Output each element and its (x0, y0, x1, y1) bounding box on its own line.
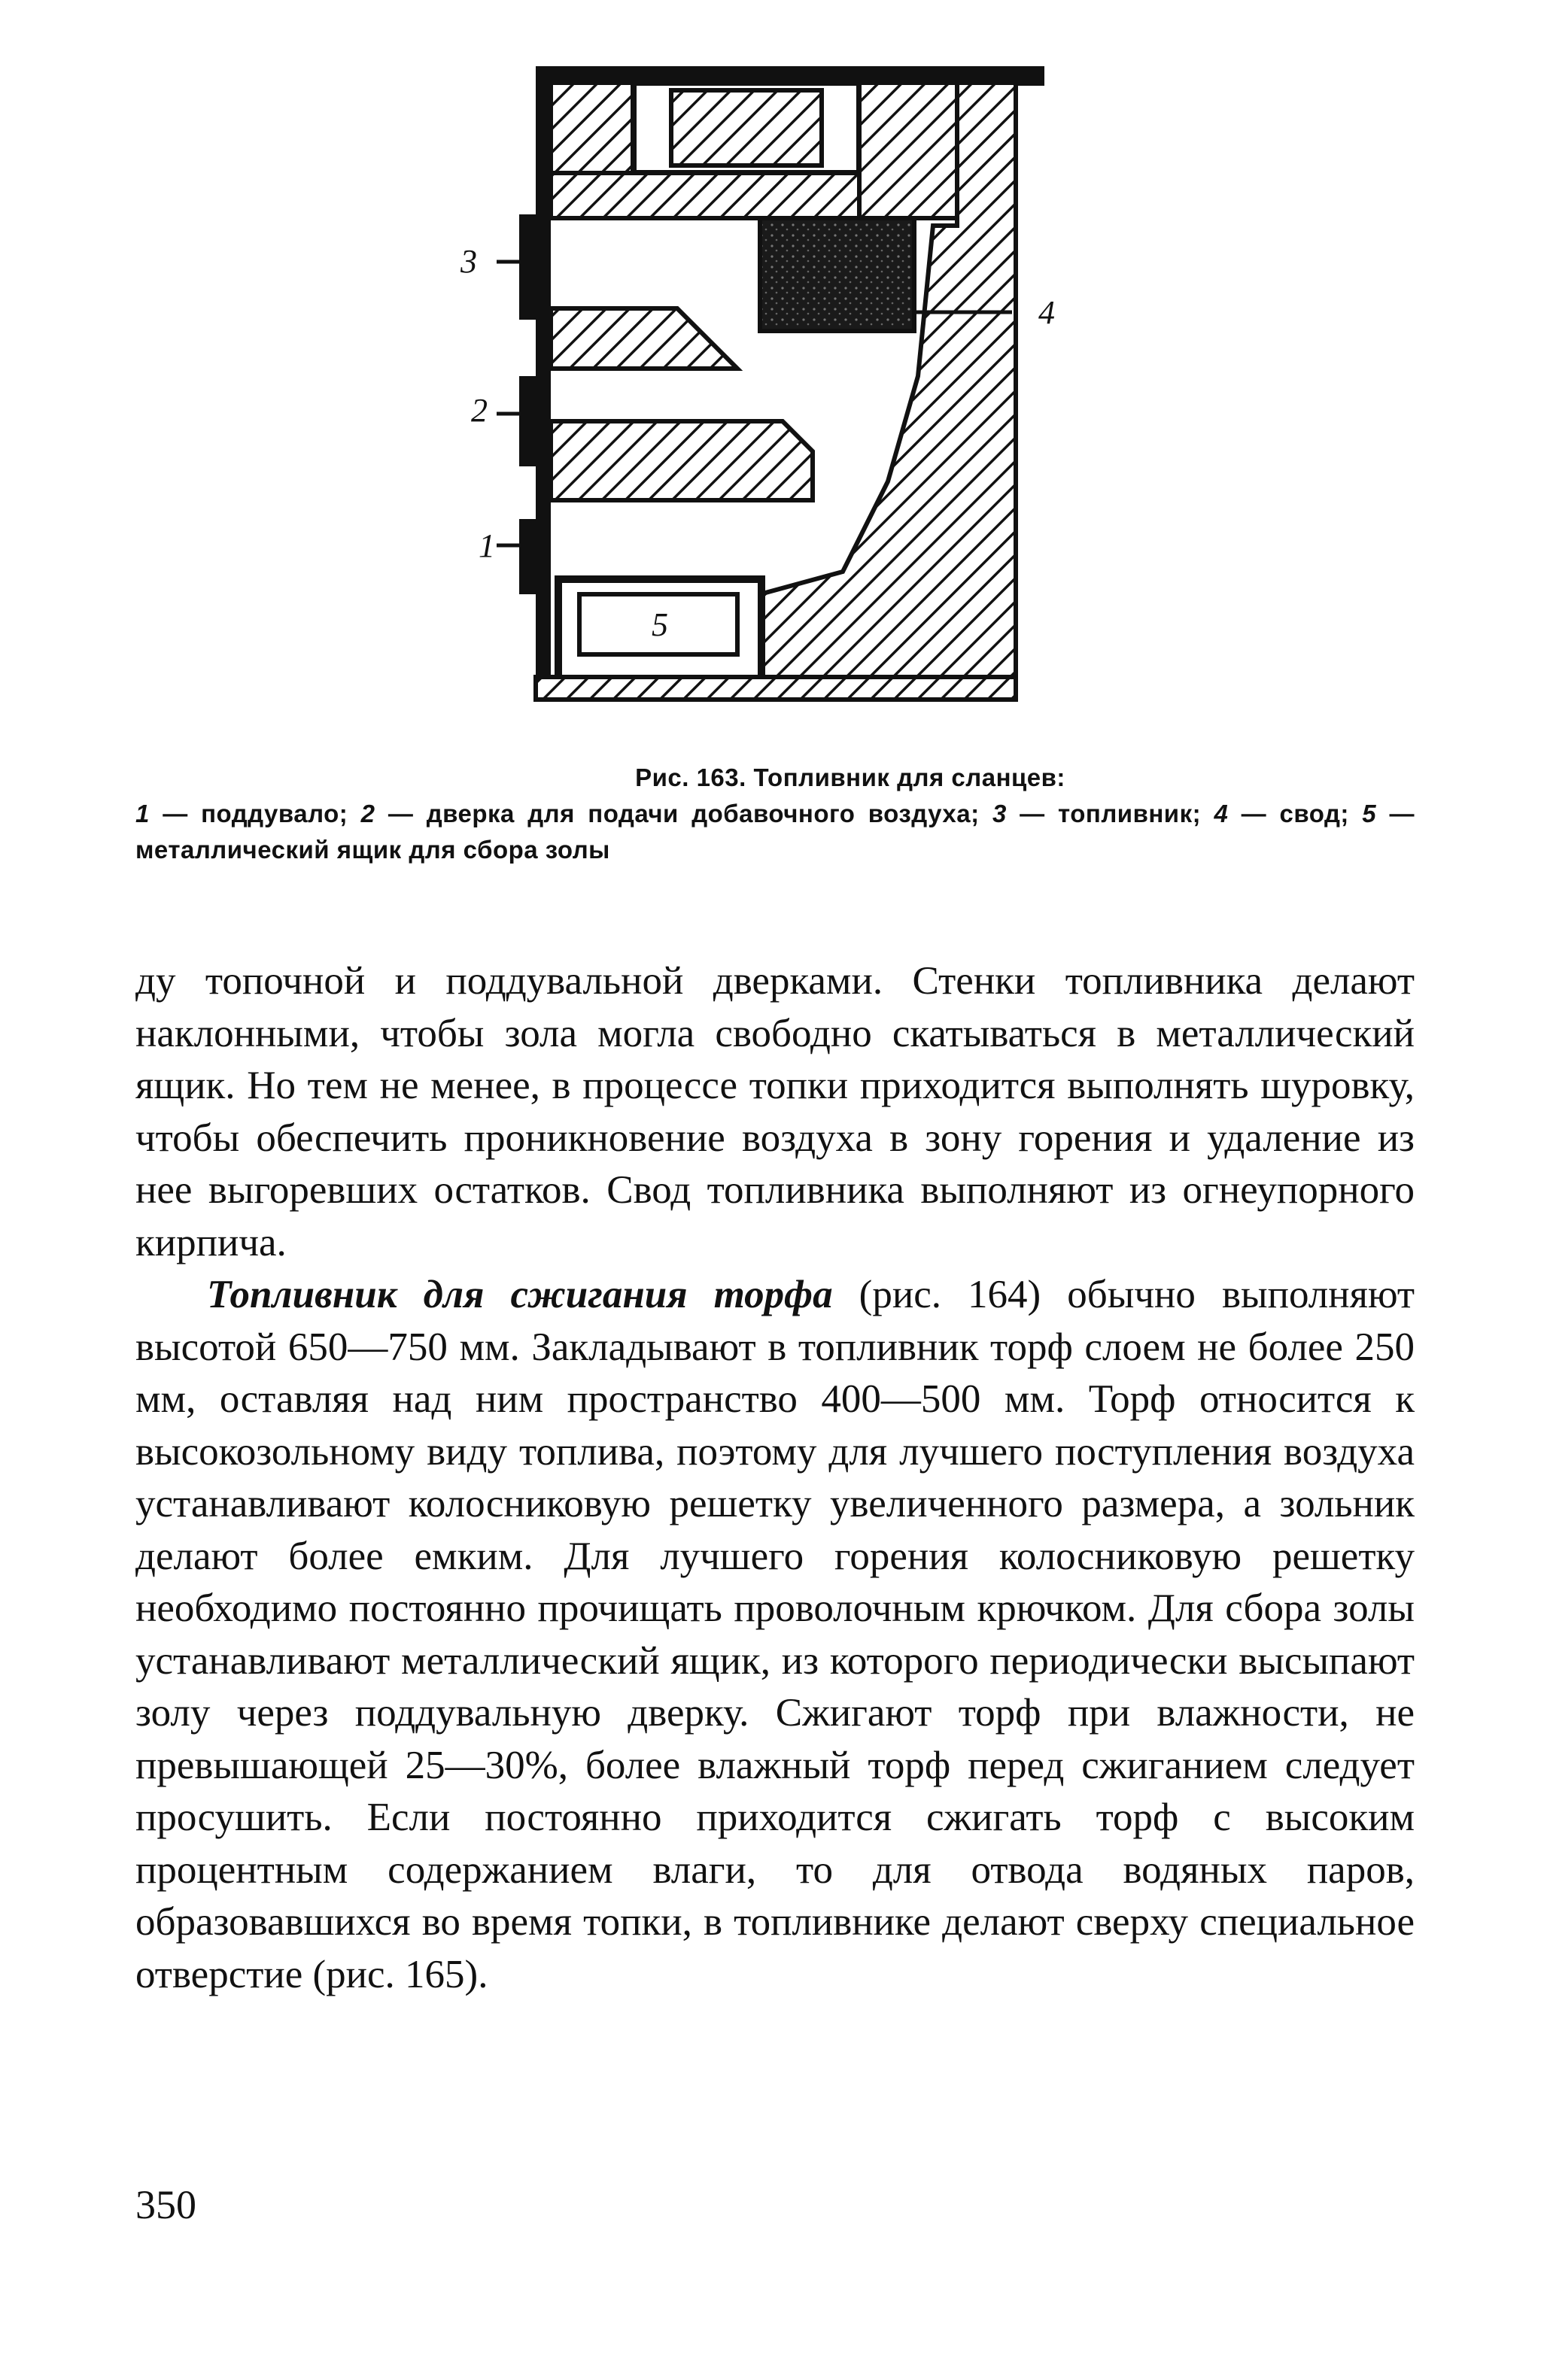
inner-top-box-fill (671, 90, 822, 165)
paragraph-2-text: (рис. 164) обычно выполняют высотой 650—750 мм. Закладывают в топливник торф слоем не более 250 мм, оставляя над ним пространство 400—500 мм. Торф относится к высокозольному виду топлива, поэтому для лучшего поступления воздуха устанавливают колосниковую решетку увеличенного размера, а зольник делают более емким. Для лучшего горения колосниковую решетку необходимо постоянно прочищать проволочным крючком. Для сбора золы устанавливают металлический ящик, из которого периодически высыпают золу через поддувальную дверку. Сжигают торф при влажности, не превышающей 25—30%, более влажный торф перед сжиганием следует просушить. Если постоянно приходится сжигать торф с высоким процентным содержанием влаги, то для отвода водяных паров, образовавшихся во время топки, в топливнике делают сверху специальное отверстие (рис. 165). (135, 1273, 1415, 1996)
base-slab (536, 677, 1016, 700)
caption-item-1-num: 1 (135, 800, 150, 827)
caption-item-4-num: 4 (1214, 800, 1229, 827)
label-1: 1 (479, 527, 495, 564)
caption-legend (135, 796, 1415, 868)
caption-item-1-text: — поддувало; (149, 800, 361, 827)
caption-item-5-num: 5 (1362, 800, 1377, 827)
door-1-handle (519, 519, 549, 594)
label-2: 2 (471, 392, 488, 429)
caption-title: Рис. 163. Топливник для сланцев: (635, 763, 1065, 791)
caption-item-5-text: — металлический ящик для сбора золы (135, 800, 1415, 864)
figure-caption (135, 760, 1415, 868)
label-4: 4 (1038, 294, 1055, 331)
caption-item-2-text: — дверка для подачи добавочного воздуха; (375, 800, 992, 827)
body-text (135, 955, 1415, 2001)
lower-shelf (551, 421, 813, 500)
caption-item-3-text: — топливник; (1006, 800, 1214, 827)
door-3-handle (519, 214, 549, 320)
caption-item-2-num: 2 (360, 800, 375, 827)
caption-item-3-num: 3 (992, 800, 1007, 827)
paragraph-1: ду топочной и поддувальной дверками. Стенки топливника делают наклонными, чтобы зола могла свободно скатываться в металлический ящик. Но тем не менее, в процессе топки приходится выполнять шуровку, чтобы обеспечить проникновение воздуха в зону горения и удаление из нее выгоревших остатков. Свод топливника выполняют из огнеупорного кирпича. (135, 959, 1415, 1264)
paragraph-2-lead: Топливник для сжигания торфа (207, 1273, 833, 1316)
firebox-diagram (0, 0, 1541, 737)
upper-shelf (551, 308, 737, 369)
label-3: 3 (460, 243, 477, 280)
vault-block (760, 218, 914, 331)
paragraph-2 (135, 1269, 1415, 2001)
caption-item-4-text: — свод; (1228, 800, 1363, 827)
door-2-handle (519, 376, 549, 466)
right-upper-column (859, 83, 957, 218)
label-5: 5 (652, 606, 668, 643)
page-number: 350 (135, 2182, 196, 2227)
